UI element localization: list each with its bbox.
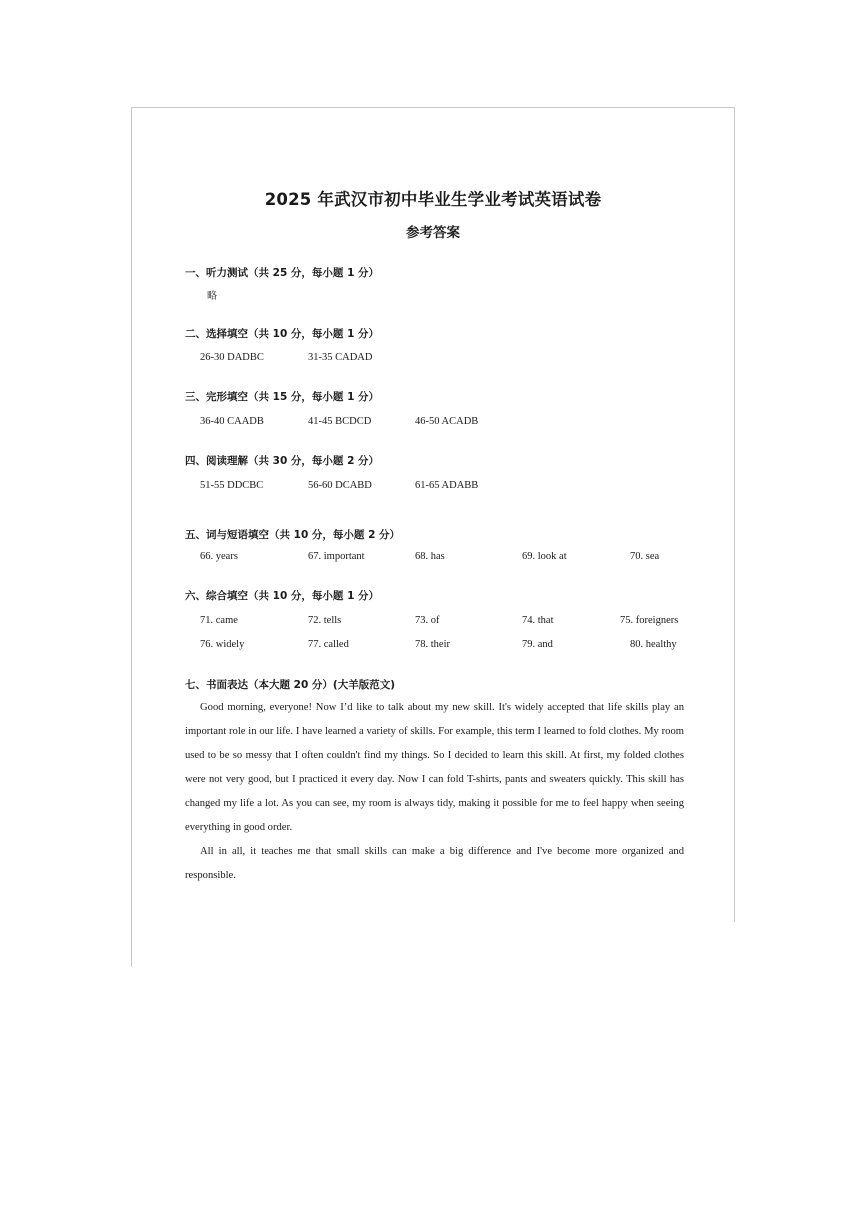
answer-item: 68. has [415, 551, 445, 562]
answer-group: 46-50 ACADB [415, 416, 479, 427]
section-heading-listening: 一、听力测试（共 25 分，每小题 1 分） [185, 267, 380, 279]
section-heading-comprehensive-fill: 六、综合填空（共 10 分，每小题 1 分） [185, 590, 380, 602]
answer-group: 41-45 BCDCD [308, 416, 372, 427]
section-heading-cloze: 三、完形填空（共 15 分，每小题 1 分） [185, 391, 380, 403]
section-heading-word-fill: 五、词与短语填空（共 10 分，每小题 2 分） [185, 529, 401, 541]
answer-group: 31-35 CADAD [308, 352, 373, 363]
answer-item: 73. of [415, 615, 440, 626]
sample-essay [185, 696, 684, 888]
answer-item: 77. called [308, 639, 349, 650]
answer-group: 36-40 CAADB [200, 416, 264, 427]
answer-item: 74. that [522, 615, 554, 626]
answer-item: 80. healthy [630, 639, 677, 650]
listening-answer-omitted: 略 [207, 291, 217, 302]
document-title: 2025 年武汉市初中毕业生学业考试英语试卷 [264, 190, 602, 209]
answer-item: 70. sea [630, 551, 660, 562]
section-heading-writing: 七、书面表达（本大题 20 分）(大羊版范文) [185, 679, 396, 691]
answer-group: 26-30 DADBC [200, 352, 264, 363]
answer-group: 51-55 DDCBC [200, 480, 264, 491]
essay-paragraph: All in all, it teaches me that small skills can make a big difference and I've become more organized and responsible. [185, 846, 684, 881]
section-heading-reading: 四、阅读理解（共 30 分，每小题 2 分） [185, 455, 380, 467]
answer-group: 56-60 DCABD [308, 480, 372, 491]
answer-item: 72. tells [308, 615, 342, 626]
essay-paragraph: Good morning, everyone! Now I’d like to talk about my new skill. It's widely accepted that life skills play an important role in our life. I have learned a variety of skills. For example, this term I learned to fold clothes. My room used to be so messy that I often couldn't find my things. So I decided to learn this skill. At first, my folded clothes were not very good, but I practiced it every day. Now I can fold T-shirts, pants and sweaters quickly. This skill has changed my life a lot. As you can see, my room is always tidy, making it possible for me to feel happy when seeing everything in good order. [185, 702, 684, 833]
answer-group: 61-65 ADABB [415, 480, 479, 491]
answer-item: 79. and [522, 639, 553, 650]
answer-item: 69. look at [522, 551, 567, 562]
answer-item: 75. foreigners [620, 615, 679, 626]
answer-item: 78. their [415, 639, 450, 650]
document-subtitle: 参考答案 [406, 225, 460, 241]
answer-item: 71. came [200, 615, 238, 626]
answer-item: 76. widely [200, 639, 245, 650]
answer-item: 66. years [200, 551, 238, 562]
answer-item: 67. important [308, 551, 365, 562]
section-heading-multiple-choice: 二、选择填空（共 10 分，每小题 1 分） [185, 328, 380, 340]
